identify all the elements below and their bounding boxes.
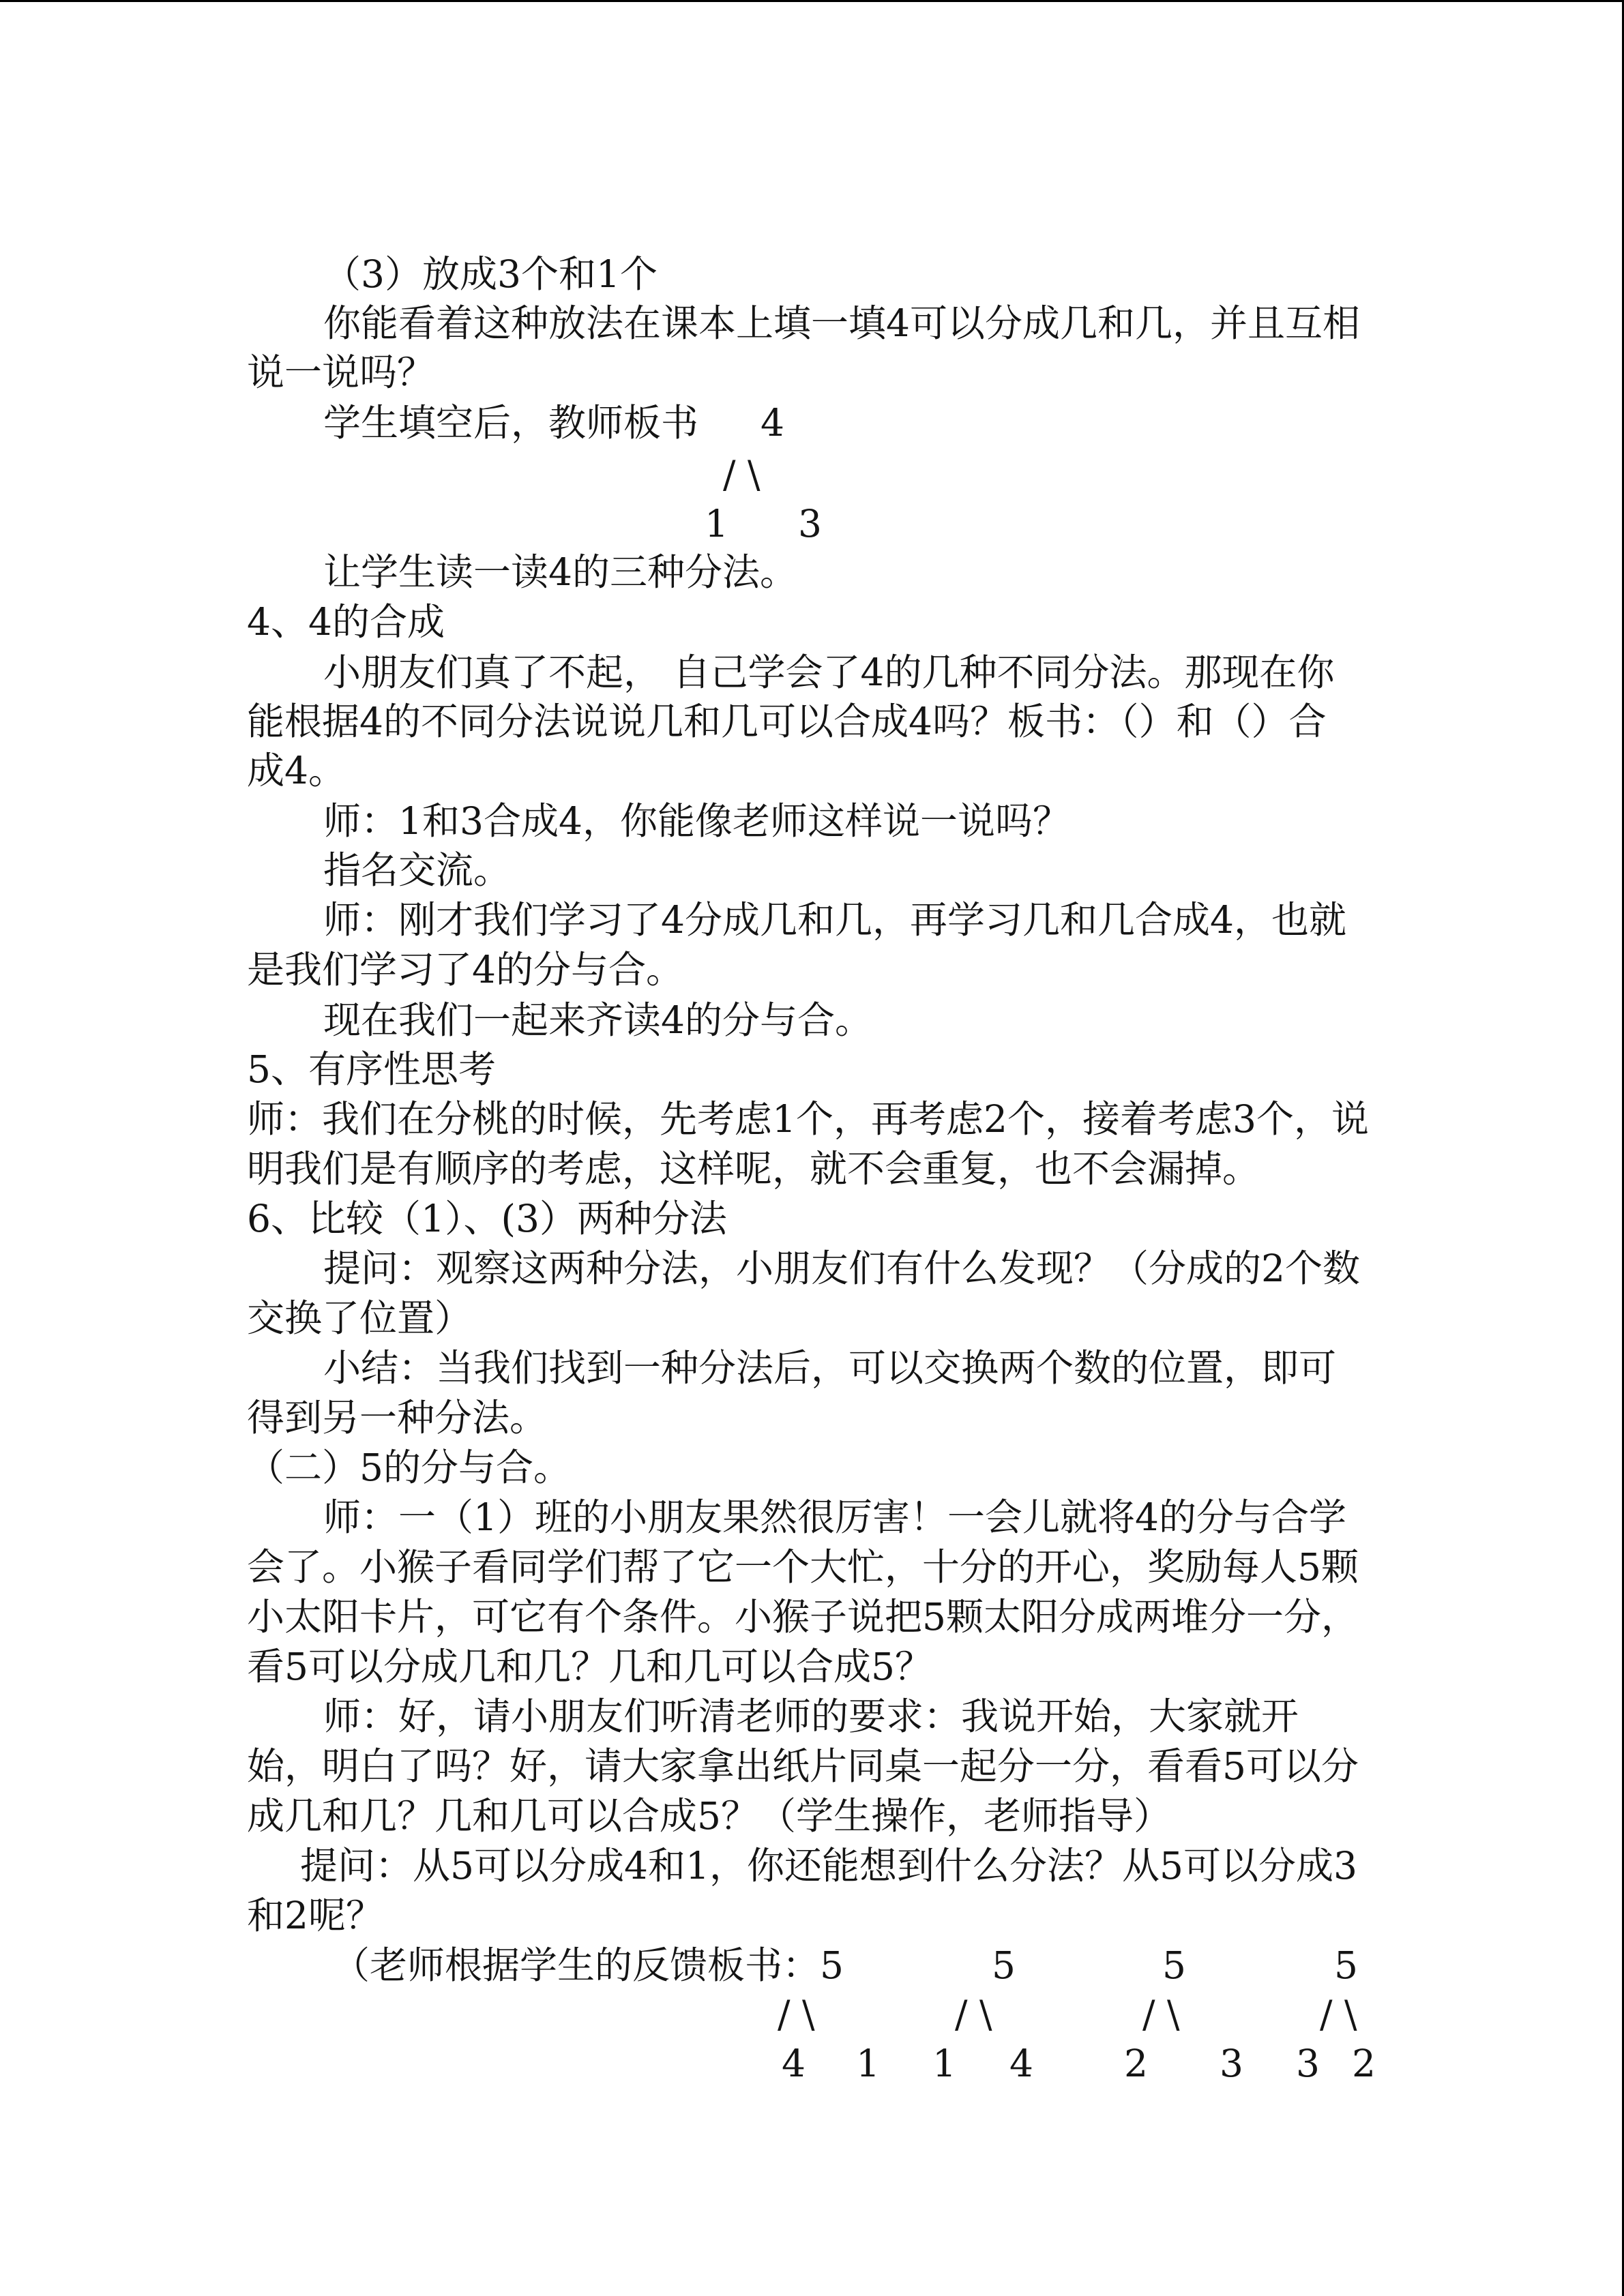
section-heading: 6、比较（1）、(3）两种分法: [247, 1197, 727, 1240]
diagram-right-number: 3: [798, 502, 822, 546]
diagram-right-number: 1: [856, 2042, 880, 2085]
text-line: 提问：从5可以分成4和1，你还能想到什么分法？从5可以分成3: [300, 1844, 1357, 1888]
diagram-right-number: 2: [1352, 2042, 1376, 2085]
diagram-branches: / \: [1320, 1993, 1357, 2036]
text-line: （3）放成3个和1个: [323, 252, 658, 296]
text-line: 提问：观察这两种分法，小朋友们有什么发现？（分成的2个数: [323, 1247, 1360, 1290]
diagram-left-number: 3: [1296, 2042, 1320, 2085]
text-line: 小朋友们真了不起， 自己学会了4的几种不同分法。那现在你: [323, 651, 1335, 694]
text-line: 师：好，请小朋友们听清老师的要求：我说开始，大家就开: [323, 1695, 1299, 1738]
text-line: 和2呢？: [247, 1894, 383, 1937]
section-heading: 5、有序性思考: [247, 1047, 496, 1091]
page-top-border: [0, 0, 1624, 2]
diagram-left-number: 2: [1124, 2042, 1148, 2085]
text-line: 成4。: [247, 749, 346, 792]
text-line: 学生填空后，教师板书: [323, 401, 699, 445]
diagram-branches: / \: [1142, 1993, 1180, 2036]
section-heading: （二）5的分与合。: [247, 1446, 571, 1489]
text-line: 说一说吗？: [247, 351, 435, 394]
text-line: 会了。小猴子看同学们帮了它一个大忙，十分的开心，奖励每人5颗: [247, 1545, 1359, 1589]
text-line: 得到另一种分法。: [247, 1396, 548, 1440]
text-line: 师：一（1）班的小朋友果然很厉害！一会儿就将4的分与合学: [323, 1495, 1346, 1539]
diagram-right-number: 3: [1220, 2042, 1243, 2085]
text-line: （老师根据学生的反馈板书：5: [332, 1943, 844, 1987]
text-line: 小太阳卡片，可它有个条件。小猴子说把5颗太阳分成两堆分一分，: [247, 1595, 1359, 1639]
diagram-top-number: 5: [992, 1943, 1016, 1987]
text-line: 始，明白了吗？好，请大家拿出纸片同桌一起分一分，看看5可以分: [247, 1744, 1359, 1788]
section-heading: 4、4的合成: [247, 600, 445, 644]
text-line: 看5可以分成几和几？几和几可以合成5？: [247, 1645, 932, 1688]
text-line: 师：1和3合成4，你能像老师这样说一说吗？: [323, 799, 1070, 843]
text-line: 是我们学习了4的分与合。: [247, 948, 683, 992]
diagram-top-number: 5: [1334, 1943, 1358, 1987]
diagram-branches: / \: [723, 453, 761, 496]
text-line: 师：刚才我们学习了4分成几和几，再学习几和几合成4，也就: [323, 898, 1346, 942]
text-line: 让学生读一读4的三种分法。: [323, 550, 797, 594]
text-line: 你能看着这种放法在课本上填一填4可以分成几和几，并且互相: [323, 301, 1360, 345]
diagram-top-number: 4: [761, 401, 784, 445]
diagram-left-number: 1: [705, 502, 728, 546]
text-line: 现在我们一起来齐读4的分与合。: [323, 998, 872, 1042]
text-line: 小结：当我们找到一种分法后，可以交换两个数的位置，即可: [323, 1346, 1337, 1390]
diagram-branches: / \: [955, 1993, 992, 2036]
text-line: 指名交流。: [323, 848, 512, 892]
diagram-left-number: 4: [782, 2042, 806, 2085]
text-line: 能根据4的不同分法说说几和几可以合成4吗？板书：（）和（）合: [247, 700, 1327, 743]
diagram-right-number: 4: [1009, 2042, 1033, 2085]
diagram-left-number: 1: [932, 2042, 956, 2085]
text-line: 明我们是有顺序的考虑，这样呢，就不会重复，也不会漏掉。: [247, 1147, 1260, 1191]
text-line: 师：我们在分桃的时候，先考虑1个，再考虑2个，接着考虑3个，说: [247, 1097, 1369, 1141]
text-line: 成几和几？几和几可以合成5？（学生操作，老师指导）: [247, 1794, 1171, 1838]
text-line: 交换了位置）: [247, 1296, 473, 1340]
diagram-branches: / \: [778, 1993, 815, 2036]
diagram-top-number: 5: [1162, 1943, 1186, 1987]
